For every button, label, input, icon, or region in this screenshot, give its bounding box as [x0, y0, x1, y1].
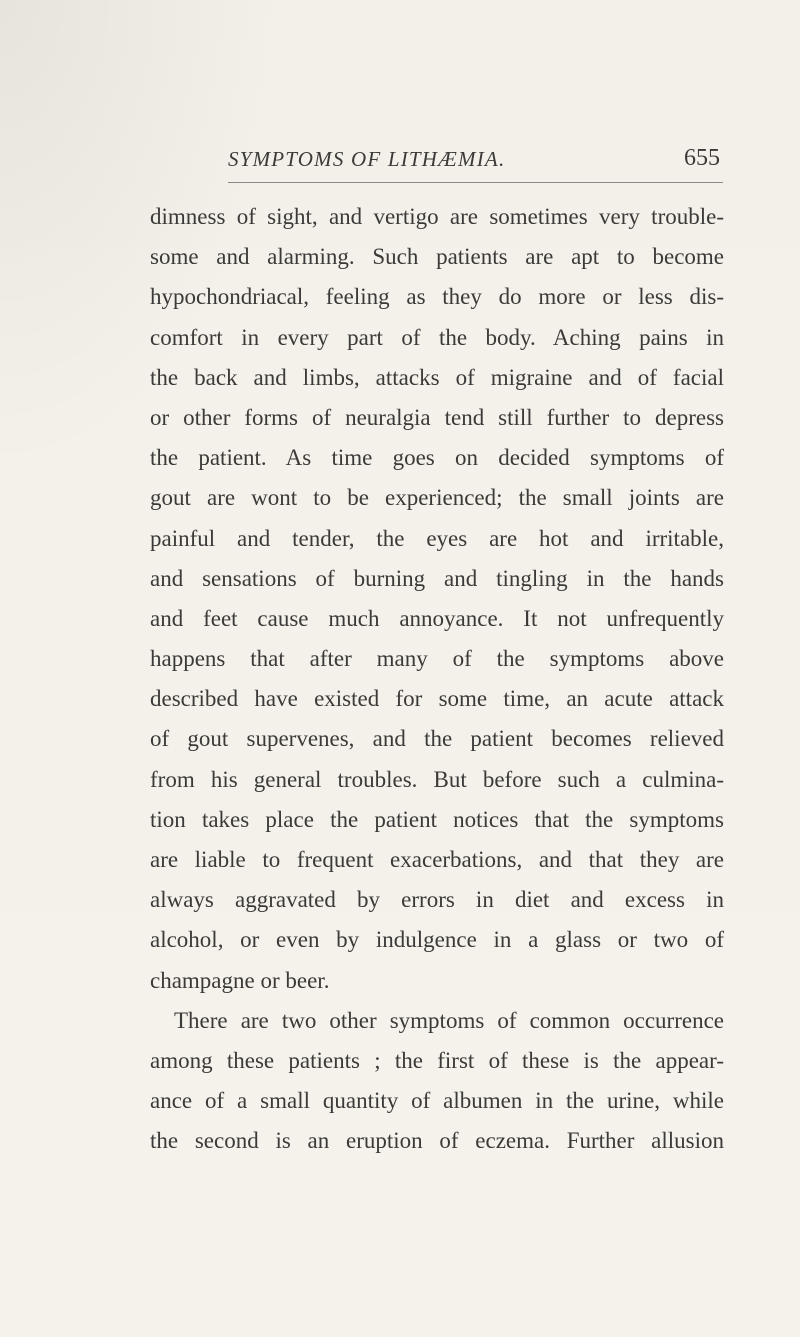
- text-line: and feet cause much annoyance. It not unfrequently: [150, 605, 724, 631]
- text-line: described have existed for some time, an acute attack: [150, 686, 724, 712]
- text-line: hypochondriacal, feeling as they do more or less dis-: [150, 284, 724, 310]
- text-line: and sensations of burning and tingling in the hands: [150, 565, 724, 591]
- text-line: from his general troubles. But before such a culmina-: [150, 766, 724, 792]
- text-line: among these patients ; the first of these is the appear-: [150, 1047, 724, 1073]
- text-line: are liable to frequent exacerbations, and that they are: [150, 847, 724, 872]
- text-line: the patient. As time goes on decided symptoms of: [150, 445, 724, 471]
- text-line: tion takes place the patient notices that the symptoms: [150, 806, 724, 832]
- text-line: champagne or beer.: [150, 967, 330, 993]
- text-line: happens that after many of the symptoms above: [150, 646, 724, 672]
- text-line: the second is an eruption of eczema. Further allusion: [150, 1128, 724, 1154]
- text-line: of gout supervenes, and the patient becomes relieved: [150, 726, 724, 752]
- text-line: There are two other symptoms of common occurrence: [174, 1007, 724, 1033]
- text-line: comfort in every part of the body. Aching pains in: [150, 324, 724, 350]
- header-rule: [228, 182, 723, 183]
- body-text: [150, 197, 724, 1162]
- running-head: [228, 147, 724, 181]
- paragraph-2: [150, 1001, 724, 1162]
- text-line: painful and tender, the eyes are hot and irritable,: [150, 525, 724, 551]
- text-line: always aggravated by errors in diet and excess in: [150, 887, 724, 913]
- text-line: gout are wont to be experienced; the small joints are: [150, 485, 724, 511]
- text-line: some and alarming. Such patients are apt to become: [150, 244, 724, 270]
- text-line: alcohol, or even by indulgence in a glass or two of: [150, 927, 724, 953]
- running-title: SYMPTOMS OF LITHÆMIA.: [228, 147, 506, 171]
- text-line: the back and limbs, attacks of migraine and of facial: [150, 364, 724, 390]
- text-line: or other forms of neuralgia tend still further to depress: [150, 404, 724, 430]
- paragraph-1: [150, 197, 724, 1001]
- page-number: 655: [684, 145, 720, 171]
- text-line: dimness of sight, and vertigo are sometimes very trouble-: [150, 204, 724, 229]
- text-line: ance of a small quantity of albumen in the urine, while: [150, 1088, 724, 1114]
